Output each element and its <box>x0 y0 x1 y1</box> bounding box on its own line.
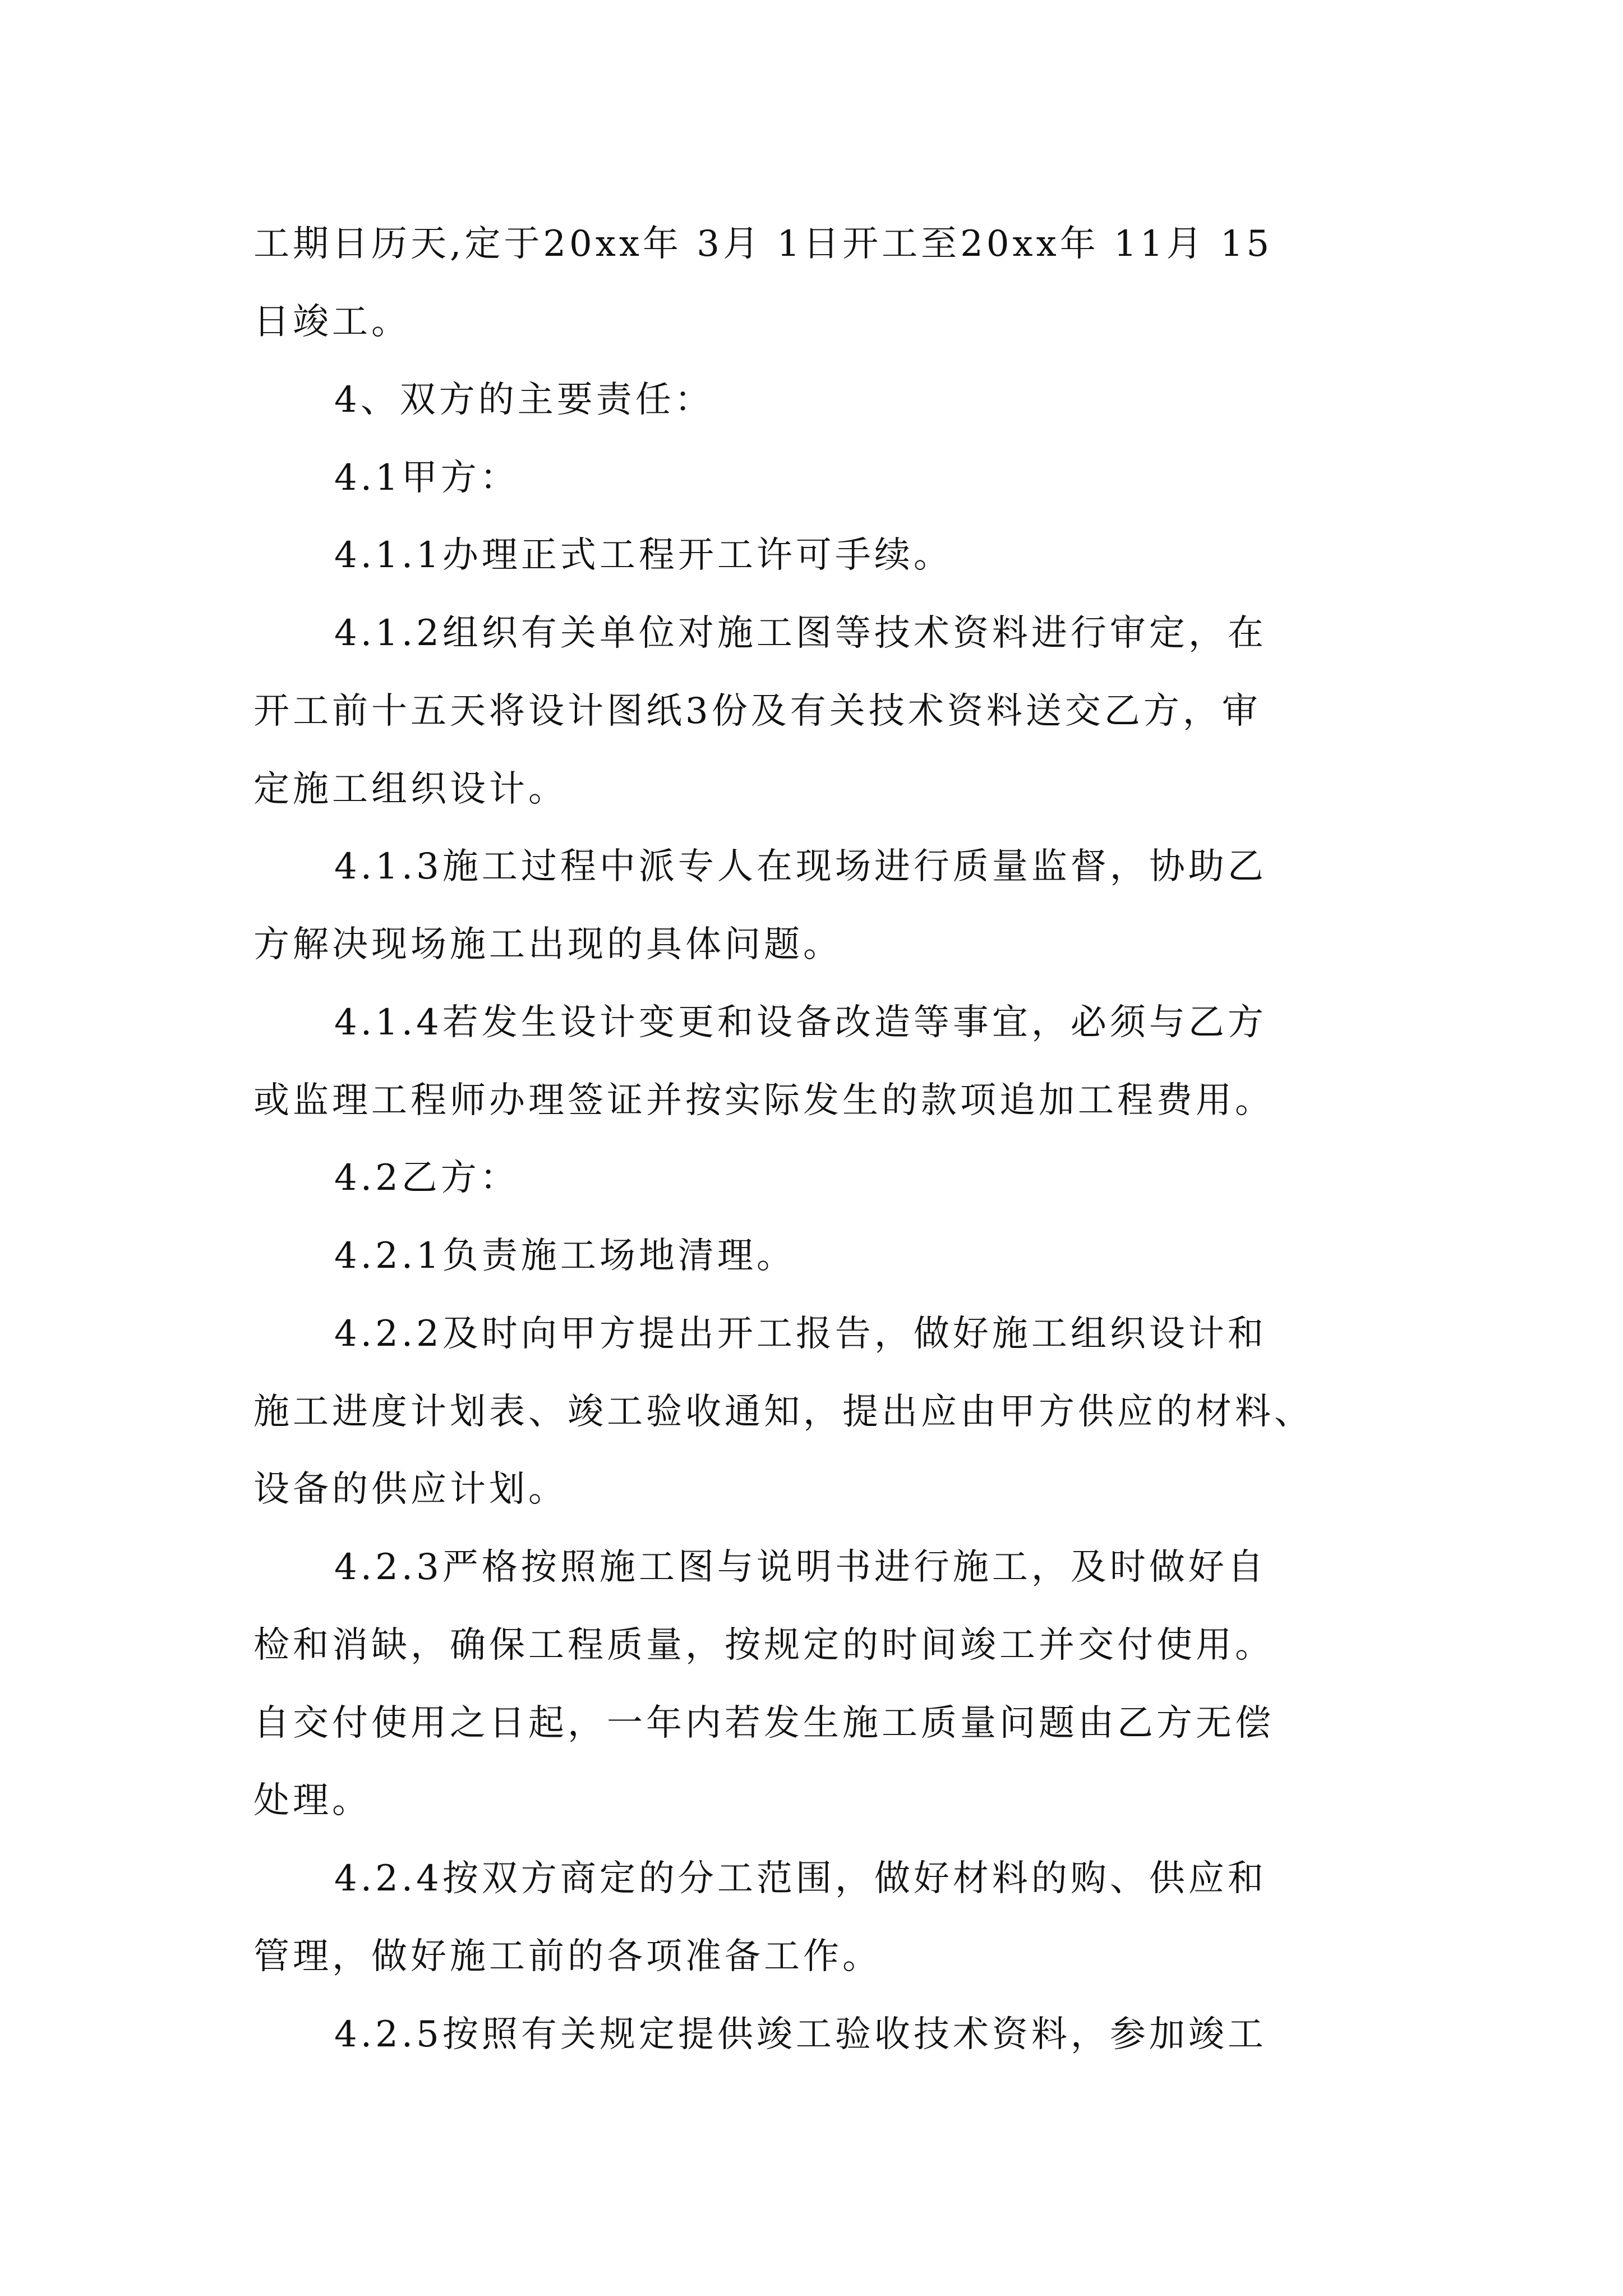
clause-line: 4.2.1负责施工场地清理。 <box>334 1235 796 1277</box>
clause-line: 4.2.2及时向甲方提出开工报告，做好施工组织设计和 <box>334 1313 1267 1355</box>
clause-line: 4.1.4若发生设计变更和设备改造等事宜，必须与乙方 <box>334 1002 1267 1043</box>
text-line: 或监理工程师办理签证并按实际发生的款项追加工程费用。 <box>253 1080 1274 1121</box>
clause-line: 4.1.2组织有关单位对施工图等技术资料进行审定，在 <box>334 613 1267 654</box>
text-line: 方解决现场施工出现的具体问题。 <box>253 924 842 965</box>
text-line: 设备的供应计划。 <box>253 1469 568 1510</box>
text-line: 检和消缺，确保工程质量，按规定的时间竣工并交付使用。 <box>253 1625 1274 1666</box>
text-line: 施工进度计划表、竣工验收通知，提出应由甲方供应的材料、 <box>253 1391 1313 1433</box>
clause-line: 4.2.4按双方商定的分工范围，做好材料的购、供应和 <box>334 1858 1267 1899</box>
text-line: 处理。 <box>253 1780 371 1821</box>
subsection-heading: 4.1甲方： <box>334 457 519 499</box>
text-line: 自交付使用之日起，一年内若发生施工质量问题由乙方无偿 <box>253 1703 1274 1744</box>
text-line: 管理，做好施工前的各项准备工作。 <box>253 1936 882 1977</box>
text-line: 定施工组织设计。 <box>253 769 568 810</box>
clause-line: 4.1.1办理正式工程开工许可手续。 <box>334 535 953 576</box>
clause-line: 4.2.5按照有关规定提供竣工验收技术资料，参加竣工 <box>334 2014 1267 2055</box>
clause-line: 4.2.3严格按照施工图与说明书进行施工，及时做好自 <box>334 1547 1267 1588</box>
text-line: 日竣工。 <box>253 301 411 343</box>
text-line: 开工前十五天将设计图纸3份及有关技术资料送交乙方，审 <box>253 691 1261 732</box>
subsection-heading: 4.2乙方： <box>334 1157 519 1199</box>
section-heading: 4、双方的主要责任： <box>334 379 714 421</box>
clause-line: 4.1.3施工过程中派专人在现场进行质量监督，协助乙 <box>334 846 1267 887</box>
text-line: 工期日历天,定于20xx年 3月 1日开工至20xx年 11月 15 <box>253 223 1273 265</box>
